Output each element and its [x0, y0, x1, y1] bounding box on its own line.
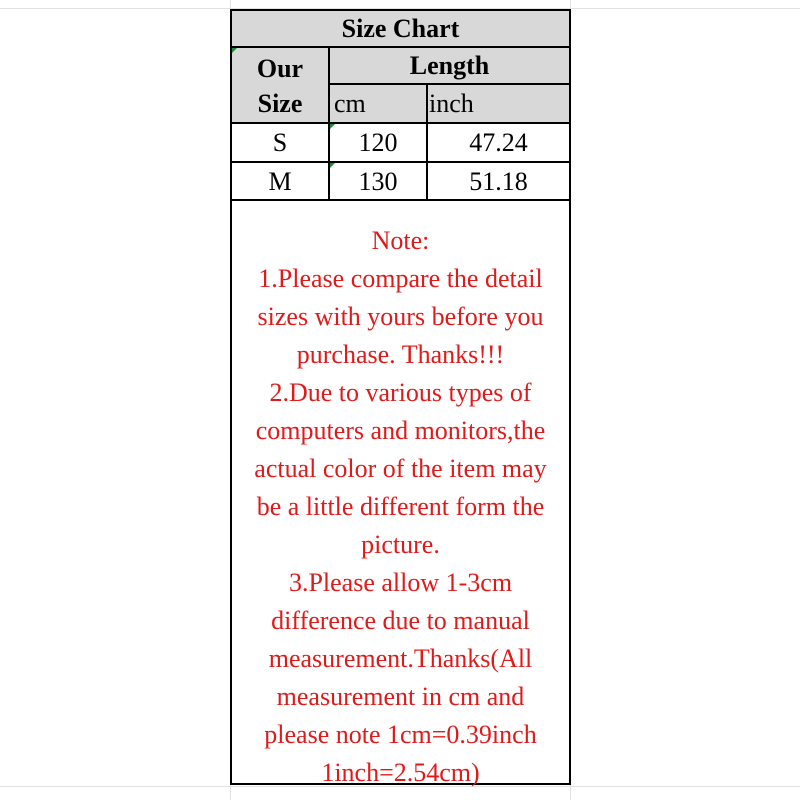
our-size-label-line1: Our: [256, 54, 304, 83]
note-line: measurement.Thanks(All: [268, 644, 533, 673]
note-block: [232, 201, 569, 787]
length-header: Length: [330, 48, 569, 84]
note-line: picture.: [361, 530, 440, 559]
size-cell: M: [268, 166, 292, 196]
note-line: be a little different form the: [256, 492, 545, 521]
size-cell: S: [272, 127, 288, 157]
note-line: 3.Please allow 1-3cm: [288, 568, 513, 597]
cell-marker-icon: [330, 124, 335, 129]
cell-marker-icon: [330, 163, 335, 168]
note-line: please note 1cm=0.39inch: [264, 720, 537, 749]
unit-inch: inch: [429, 88, 474, 118]
table-title: Size Chart: [232, 11, 569, 47]
note-line: 1.Please compare the detail: [258, 264, 543, 293]
note-line: actual color of the item may: [254, 454, 547, 483]
unit-cm: cm: [334, 88, 366, 118]
our-size-label-line2: Size: [257, 89, 303, 118]
cm-cell: 120: [358, 127, 398, 157]
inch-cell: 47.24: [469, 127, 528, 157]
note-line: computers and monitors,the: [255, 416, 546, 445]
note-line: 2.Due to various types of: [269, 378, 532, 407]
note-line: 1inch=2.54cm): [321, 758, 480, 787]
size-chart-table: [230, 9, 571, 785]
cm-cell: 130: [358, 166, 398, 196]
cell-marker-icon: [232, 48, 237, 53]
note-line: Note:: [371, 226, 430, 255]
note-line: difference due to manual: [271, 606, 530, 635]
note-line: sizes with yours before you: [257, 302, 544, 331]
note-line: purchase. Thanks!!!: [296, 340, 505, 369]
inch-cell: 51.18: [469, 166, 528, 196]
note-line: measurement in cm and: [276, 682, 525, 711]
